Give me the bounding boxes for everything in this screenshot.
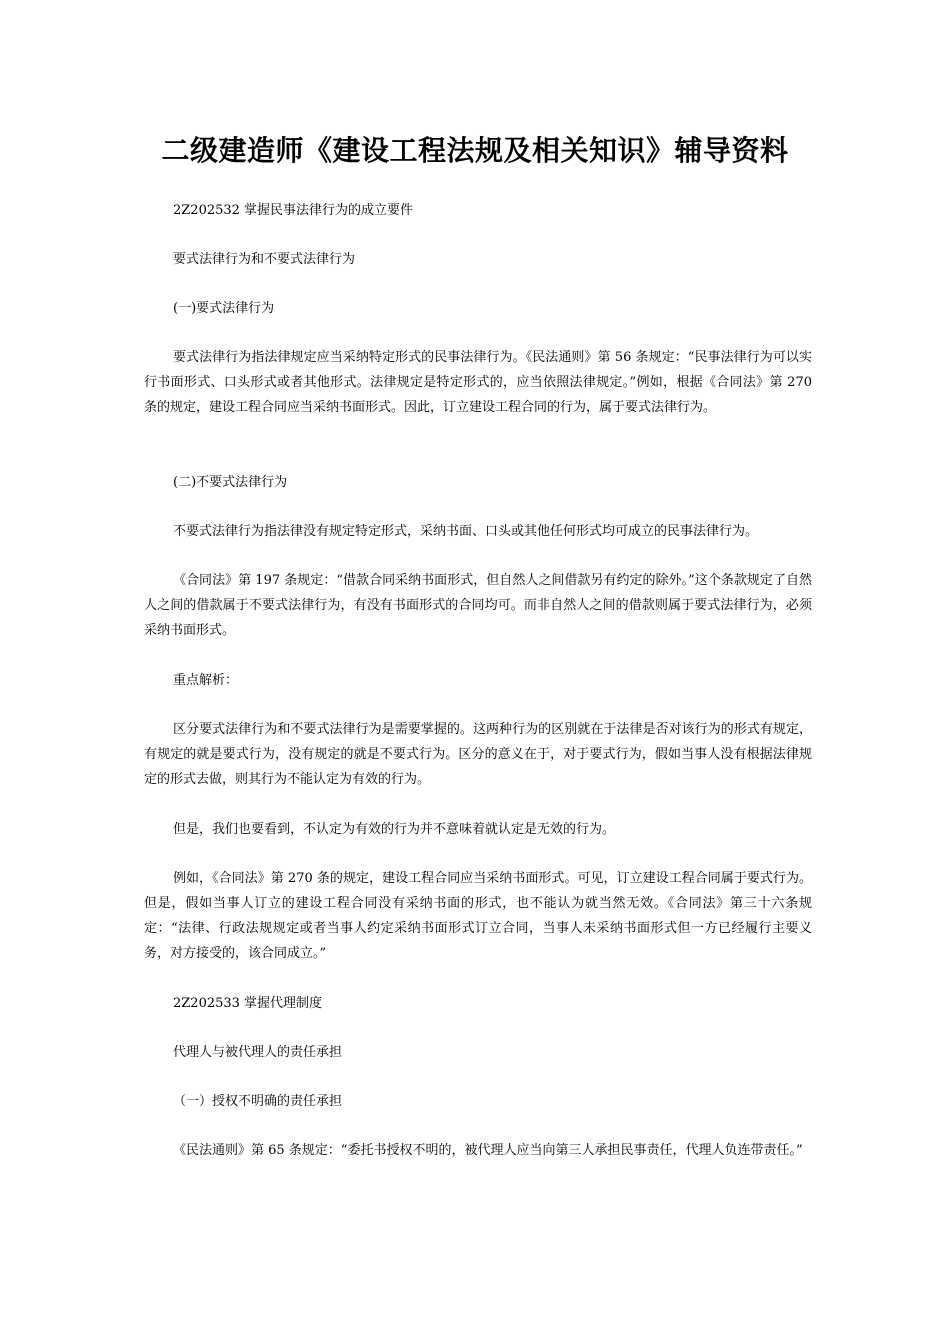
body-paragraph: 要式法律行为指法律规定应当采纳特定形式的民事法律行为。《民法通则》第 56 条规定：“民事法律行为可以实行书面形式、口头形式或者其他形式。法律规定是特定形式的，应当依照法律规定。”例如，根据《合同法》第 270 条的规定，建设工程合同应当采纳书面形式。因此，订立建设工程合同的行为，属于要式法律行为。 bbox=[144, 350, 812, 415]
body-paragraph: 区分要式法律行为和不要式法律行为是需要掌握的。这两种行为的区别就在于法律是否对该行为的形式有规定，有规定的就是要式行为，没有规定的就是不要式行为。区分的意义在于，对于要式行为，假如当事人没有根据法律规定的形式去做，则其行为不能认定为有效的行为。 bbox=[144, 722, 812, 787]
section-heading: 2Z202532 掌握民事法律行为的成立要件 bbox=[173, 203, 414, 218]
subsection-heading: 要式法律行为和不要式法律行为 bbox=[173, 252, 356, 267]
subsection-heading: (二)不要式法律行为 bbox=[173, 475, 288, 490]
body-paragraph: 例如，《合同法》第 270 条的规定，建设工程合同应当采纳书面形式。可见，订立建设工程合同属于要式行为。但是，假如当事人订立的建设工程合同没有采纳书面的形式，也不能认为就当然无效。《合同法》第三十六条规定：“法律、行政法规规定或者当事人约定采纳书面形式订立合同，当事人未采纳书面形式但一方已经履行主要义务，对方接受的，该合同成立。” bbox=[144, 871, 812, 961]
body-paragraph: 《合同法》第 197 条规定：“借款合同采纳书面形式，但自然人之间借款另有约定的除外。”这个条款规定了自然人之间的借款属于不要式法律行为，有没有书面形式的合同均可。而非自然人之间的借款则属于要式法律行为，必须采纳书面形式。 bbox=[144, 573, 812, 638]
subsection-heading: （一）授权不明确的责任承担 bbox=[173, 1094, 343, 1109]
subsection-heading: 代理人与被代理人的责任承担 bbox=[173, 1045, 343, 1060]
key-analysis-heading: 重点解析： bbox=[173, 673, 239, 688]
body-paragraph: 但是，我们也要看到，不认定为有效的行为并不意味着就认定是无效的行为。 bbox=[173, 822, 616, 837]
body-paragraph: 不要式法律行为指法律没有规定特定形式，采纳书面、口头或其他任何形式均可成立的民事法律行为。 bbox=[173, 524, 759, 539]
section-heading: 2Z202533 掌握代理制度 bbox=[173, 996, 323, 1011]
subsection-heading: (一)要式法律行为 bbox=[173, 301, 275, 316]
body-paragraph: 《民法通则》第 65 条规定：“委托书授权不明的，被代理人应当向第三人承担民事责任，代理人负连带责任。” bbox=[173, 1143, 803, 1158]
document-title: 二级建造师《建设工程法规及相关知识》辅导资料 bbox=[161, 134, 789, 167]
